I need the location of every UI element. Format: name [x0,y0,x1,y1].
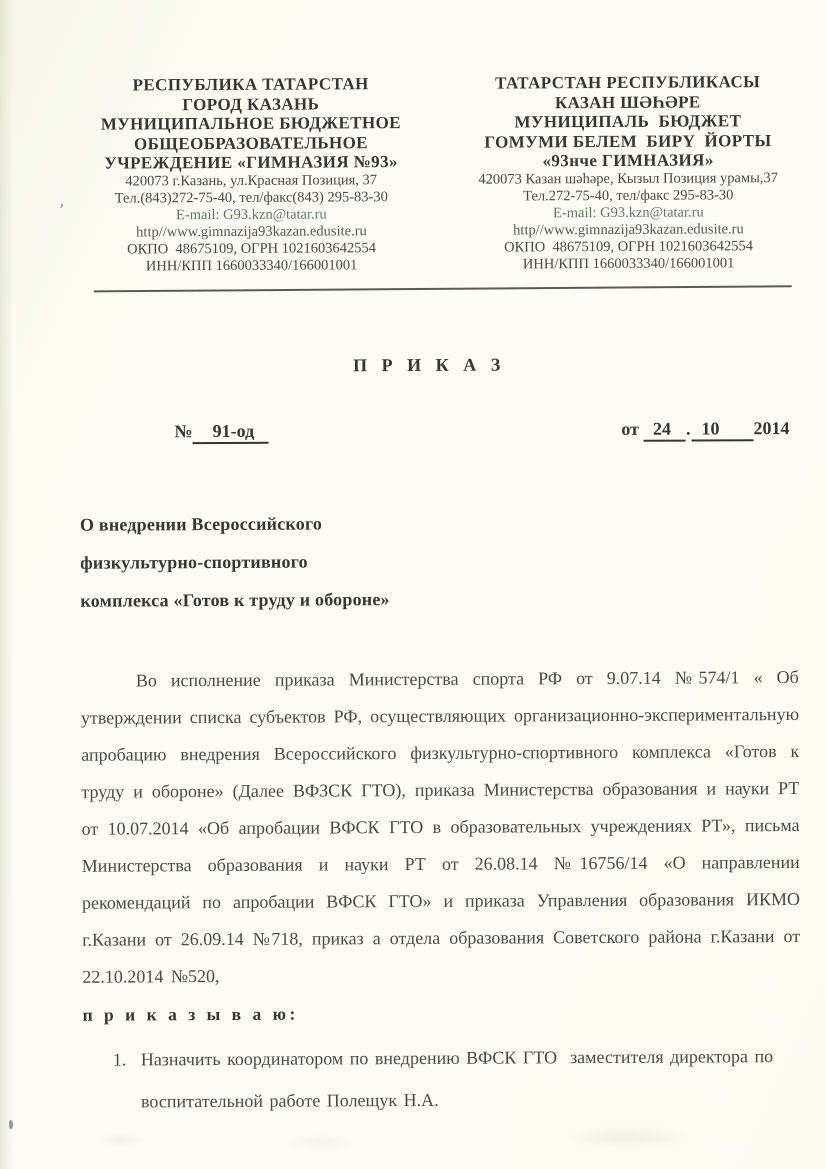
letterhead-line: ГОМУМИ БЕЛЕМ БИРҮ ЙОРТЫ [484,130,772,152]
address-line: 420073 г.Казань, ул.Красная Позиция, 37 [125,171,378,190]
inn-kpp-line: ИНН/КПП 1660033340/166001001 [145,256,358,274]
letterhead-tatar-details [446,169,811,273]
order-date-day: 24 [643,419,685,442]
scan-bleedthrough [30,1117,796,1163]
letterhead-line: ТАТАРСТАН РЕСПУБЛИКАСЫ [495,72,761,93]
date-separator: . [685,418,691,439]
letterhead-line: ГОРОД КАЗАНЬ [182,93,320,114]
inn-kpp-line: ИНН/КПП 1660033340/166001001 [522,254,735,272]
order-subject [80,504,390,620]
letterhead-russian [58,74,445,276]
order-number [174,421,268,444]
subject-line: комплекса «Готов к труду и обороне» [80,589,390,611]
letterhead [0,72,824,274]
letterhead-tatar-title [446,72,811,171]
email-line: E-mail: G93.kzn@tatar.ru [552,203,704,221]
letterhead-line: КАЗАН ШӘҺӘРЕ [554,91,701,112]
letterhead-line: РЕСПУБЛИКА ТАТАРСТАН [132,74,369,95]
letterhead-divider-line [94,285,792,292]
letterhead-line: ОБЩЕОБРАЗОВАТЕЛЬНОЕ [133,132,369,153]
okpo-ogrn-line: ОКПО 48675109, ОГРН 1021603642554 [504,237,754,256]
scan-artifact-comma: , [59,193,66,211]
letterhead-tatar [446,72,811,273]
order-title: П Р И К А З [353,354,506,376]
letterhead-line: МУНИЦИПАЛЬНОЕ БЮДЖЕТНОЕ [100,113,401,134]
phone-line: Тел.(843)272-75-40, тел/факс(843) 295-83-30 [114,188,388,207]
letterhead-line: УЧРЕЖДЕНИЕ «ГИМНАЗИЯ №93» [104,152,398,173]
order-item-text: Назначить координатором по внедрению ВФСК ГТО заместителя директора по воспитательной работе Полещук Н.А. [140,1046,774,1112]
letterhead-line: МУНИЦИПАЛЬ БЮДЖЕТ [514,111,742,132]
order-date-year: 2014 [753,418,790,439]
decree-word: п р и к а з ы в а ю: [82,1003,299,1025]
scan-artifact-speck [9,1120,13,1129]
subject-line: О внедрении Всероссийского [79,513,323,535]
phone-line: Тел.272-75-40, тел/факс 295-83-30 [523,186,734,204]
order-body-block [81,659,801,1123]
order-item-1 [83,1035,801,1123]
order-number-value: 91-од [193,421,269,444]
letterhead-line: «93нче ГИМНАЗИЯ» [542,150,714,171]
order-number-prefix: № [174,421,193,442]
number-date-row [174,418,789,444]
okpo-ogrn-line: ОКПО 48675109, ОГРН 1021603642554 [127,239,377,257]
subject-line: физкультурно-спортивного [80,551,308,573]
letterhead-russian-title [58,74,445,174]
website-line: http//www.gimnazija93kazan.edusite.ru [513,220,744,238]
website-line: http//www.gimnazija93kazan.edusite.ru [136,222,367,240]
order-date-prefix: от [621,418,640,439]
order-item-number: 1. [112,1049,127,1070]
order-body-paragraph: Во исполнение приказа Министерства спорта РФ от 9.07.14 №574/1 « Об утверждении списка субъектов РФ, осуществляющих организационно-экспериментальную апробацию внедрения Всероссийского физкультурно-спортивного комплекса «Готов к труду и обороне» (Далее ВФЗСК ГТО), приказа Министерства образования и науки РТ от 10.07.2014 «Об апробации ВФСК ГТО в образовательных учреждениях РТ», письма Министерства образования и науки РТ от 26.08.14 №16756/14 «О направлении рекомендаций по апробации ВФСК ГТО» и приказа Управления образования ИКМО г.Казани от 26.09.14 №718, приказ а отдела образования Советского района г.Казани от 22.10.2014 №520, [80,666,801,987]
email-line: E-mail: G93.kzn@tatar.ru [175,205,327,223]
letterhead-russian-details [58,171,445,275]
address-line: 420073 Казан шәһәре, Кызыл Позиция урамы,37 [478,169,779,188]
order-date [621,418,789,442]
order-date-month: 10 [691,418,753,441]
